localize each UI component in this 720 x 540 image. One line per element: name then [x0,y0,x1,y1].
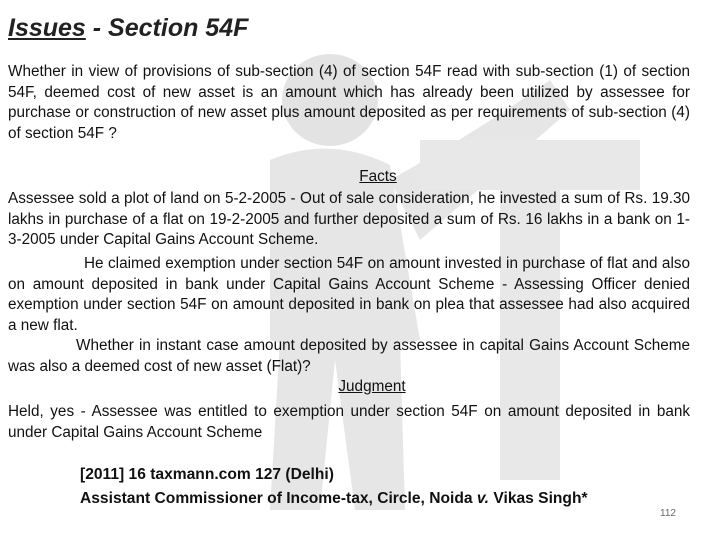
citation-party-1: Assistant Commissioner of Income-tax, Circle, Noida [80,490,477,507]
case-citation [80,463,588,511]
slide-title [8,14,248,43]
facts-heading: Facts [359,168,397,185]
facts-paragraph-2: He claimed exemption under section 54F on amount invested in purchase of flat and also on amount deposited in bank under Capital Gains Account Scheme - Assessing Officer denied exemption under section 54F on amount deposited in bank on plea that assessee had also acquired a new flat. [8,255,690,334]
title-section: - Section 54F [85,14,249,42]
facts-paragraph-1: Assessee sold a plot of land on 5-2-2005 - Out of sale consideration, he invested a sum of Rs. 19.30 lakhs in purchase of a flat on 19-2-2005 and further deposited a sum of Rs. 16 lakhs in a bank on 1-3-2005 under Capital Gains Account Scheme. [8,190,690,249]
judgment-paragraph: Held, yes - Assessee was entitled to exemption under section 54F on amount deposited in bank under Capital Gains Account Scheme [8,403,690,441]
question-paragraph: Whether in view of provisions of sub-section (4) of section 54F read with sub-section (1) of section 54F, deemed cost of new asset is an amount which has already been utilized by assessee for purchase or construction of new asset plus amount deposited as per requirements of sub-section (4) of section 54F ? [8,63,690,142]
citation-party-2: Vikas Singh* [489,490,588,507]
citation-reference: [2011] 16 taxmann.com 127 (Delhi) [80,466,334,483]
judgment-heading: Judgment [338,378,406,395]
citation-parties [80,487,588,511]
citation-versus: v. [476,490,490,507]
facts-paragraph-3: Whether in instant case amount deposited by assessee in capital Gains Account Scheme was also a deemed cost of new asset (Flat)? [8,337,690,375]
title-issues: Issues [8,14,86,42]
page-number: 112 [660,508,676,519]
